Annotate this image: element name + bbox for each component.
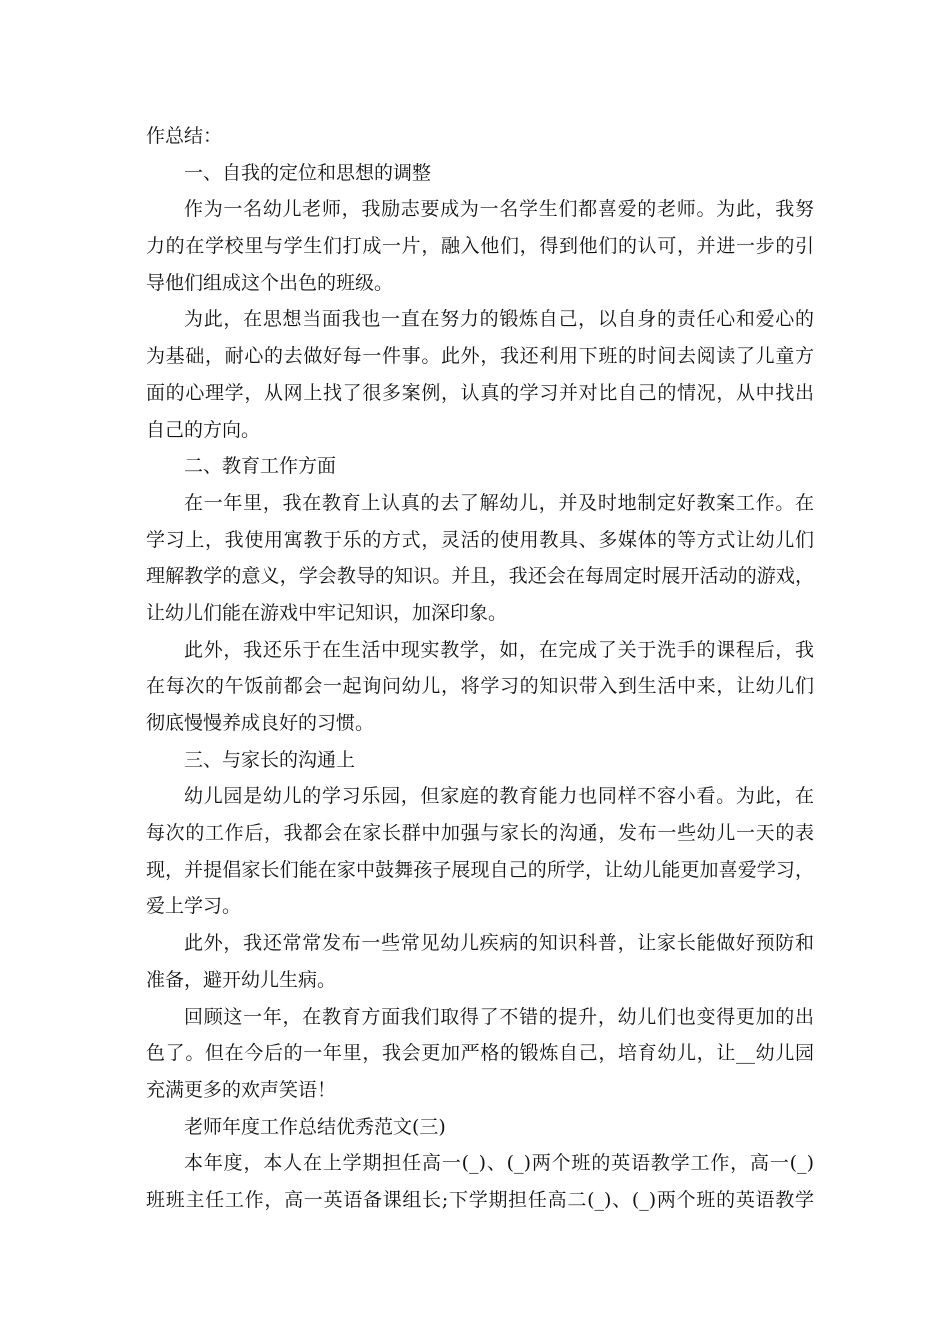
- text-line: 充满更多的欢声笑语！: [146, 1078, 337, 1101]
- text-line: 现，并提倡家长们能在家中鼓舞孩子展现自己的所学，让幼儿能更加喜爱学习，: [146, 858, 814, 881]
- text-line: 老师年度工作总结优秀范文(三): [184, 1115, 446, 1138]
- text-line: 彻底慢慢养成良好的习惯。: [146, 712, 375, 734]
- text-line: 此外，我还常常发布一些常见幼儿疾病的知识科普，让家长能做好预防和: [184, 932, 814, 955]
- text-line: 导他们组成这个出色的班级。: [146, 271, 394, 294]
- text-line: 作为一名幼儿老师，我励志要成为一名学生们都喜爱的老师。为此，我努: [184, 198, 814, 221]
- text-line: 三、与家长的沟通上: [184, 748, 356, 771]
- text-line: 回顾这一年，在教育方面我们取得了不错的提升，幼儿们也变得更加的出: [184, 1005, 814, 1028]
- text-line: 一、自我的定位和思想的调整: [184, 161, 432, 184]
- text-line: 此外，我还乐于在生活中现实教学，如，在完成了关于洗手的课程后，我: [184, 638, 814, 661]
- text-line: 让幼儿们能在游戏中牢记知识，加深印象。: [146, 601, 508, 624]
- text-line: 本年度，本人在上学期担任高一(_)、(_)两个班的英语教学工作，高一(_): [184, 1152, 814, 1175]
- text-line: 为基础，耐心的去做好每一件事。此外，我还利用下班的时间去阅读了儿童方: [146, 345, 814, 368]
- text-line: 作总结：: [146, 125, 223, 147]
- text-line: 学习上，我使用寓教于乐的方式，灵活的使用教具、多媒体的等方式让幼儿们: [146, 528, 814, 551]
- text-line: 色了。但在今后的一年里，我会更加严格的锻炼自己，培育幼儿，让__幼儿园: [146, 1042, 814, 1065]
- text-line: 班班主任工作，高一英语备课组长;下学期担任高二(_)、(_)两个班的英语教学: [146, 1188, 814, 1211]
- text-line: 幼儿园是幼儿的学习乐园，但家庭的教育能力也同样不容小看。为此，在: [184, 785, 814, 808]
- text-line: 爱上学习。: [146, 895, 242, 918]
- document-body: [146, 118, 814, 1219]
- text-line: 二、教育工作方面: [184, 455, 337, 478]
- text-line: 每次的工作后，我都会在家长群中加强与家长的沟通，发布一些幼儿一天的表: [146, 822, 814, 845]
- text-line: 准备，避开幼儿生病。: [146, 968, 337, 991]
- text-line: 力的在学校里与学生们打成一片，融入他们，得到他们的认可，并进一步的引: [146, 235, 814, 258]
- text-line: 为此，在思想当面我也一直在努力的锻炼自己，以自身的责任心和爱心的: [184, 308, 814, 331]
- text-line: 面的心理学，从网上找了很多案例，认真的学习并对比自己的情况，从中找出: [146, 381, 814, 404]
- text-line: 在一年里，我在教育上认真的去了解幼儿，并及时地制定好教案工作。在: [184, 491, 814, 514]
- text-line: 在每次的午饭前都会一起询问幼儿，将学习的知识带入到生活中来，让幼儿们: [146, 675, 814, 698]
- text-line: 理解教学的意义，学会教导的知识。并且，我还会在每周定时展开活动的游戏，: [146, 565, 814, 588]
- text-line: 自己的方向。: [146, 418, 261, 441]
